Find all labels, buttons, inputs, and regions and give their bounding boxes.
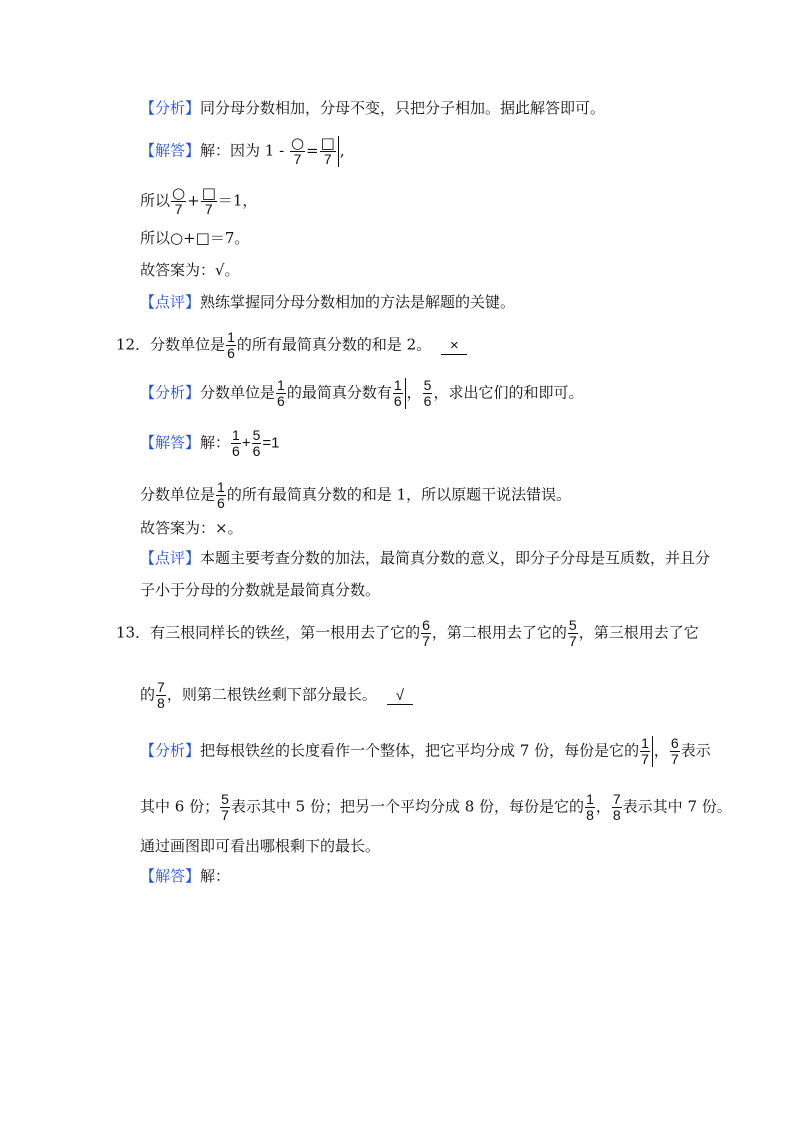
separator: ， (653, 741, 669, 760)
denominator: 6 (423, 393, 432, 409)
q13-analysis-line2 (140, 792, 732, 823)
q13-stem-line1 (116, 618, 699, 649)
denominator: 7 (221, 807, 229, 823)
q12-stem-prefix: 分数单位是 (150, 335, 226, 354)
q11-analysis-text: 同分母分数相加，分母不变，只把分子相加。据此解答即可。 (200, 99, 606, 117)
fraction-1-6 (276, 378, 286, 409)
denominator: 6 (252, 443, 261, 459)
fraction-7-8 (156, 680, 166, 711)
fraction-circle-over-7 (290, 136, 305, 167)
q11-so2-line (140, 228, 249, 248)
fraction-1-6 (226, 330, 236, 361)
q12-stem (116, 330, 467, 361)
numerator: 1 (641, 735, 649, 751)
numerator: 5 (252, 427, 261, 443)
fraction-5-7 (220, 792, 230, 823)
denominator: 8 (586, 807, 594, 823)
q13-analysis-line1 (140, 736, 711, 767)
fraction-1-6 (231, 428, 241, 459)
denominator: 6 (393, 393, 402, 409)
q12-comment-line2: 子小于分母的分数就是最简真分数。 (140, 581, 381, 599)
q13-stem-line2-prefix: 的 (140, 685, 156, 704)
q12-line2-prefix: 分数单位是 (140, 485, 216, 504)
separator: ， (406, 383, 422, 402)
square-numerator: □ (201, 184, 216, 202)
denominator: 7 (568, 633, 577, 649)
denominator-7: 7 (323, 151, 332, 167)
q12-line2 (140, 480, 571, 511)
fraction-1-7 (640, 736, 653, 767)
q13-number: 13． (116, 623, 151, 642)
q13-stem-part1: 有三根同样长的铁丝，第一根用去了它的 (150, 623, 421, 642)
fraction-square-over-7 (201, 186, 217, 217)
q13-stem-line2 (140, 680, 413, 711)
q12-answer (140, 428, 280, 459)
q12-analysis (140, 378, 583, 409)
q13-stem-line2-suffix: ，则第二根铁丝剩下部分最长。 (166, 685, 377, 704)
q13-analysis-line2-d: 表示其中 7 份。 (622, 797, 732, 816)
numerator: 6 (670, 735, 679, 751)
numerator: 7 (157, 679, 165, 695)
analysis-label: 【分析】 (140, 741, 201, 760)
q12-comment-line1: 本题主要考查分数的加法，最简真分数的意义，即分子分母是互质数，并且分 (200, 549, 711, 567)
q13-analysis-part1: 把每根铁丝的长度看作一个整体，把它平均分成 7 份，每份是它的 (200, 741, 640, 760)
denominator: 6 (227, 345, 235, 361)
comment-label: 【点评】 (140, 293, 201, 311)
square-numerator: □ (320, 134, 335, 152)
numerator: 5 (423, 377, 432, 393)
circle-numerator: ○ (172, 184, 186, 202)
q13-analysis-part1-end: 表示 (680, 741, 711, 760)
numerator: 1 (227, 329, 235, 345)
q11-so-line (140, 186, 257, 217)
plus-sign: + (241, 434, 251, 452)
comma: , (339, 141, 345, 160)
q12-analysis-prefix: 分数单位是 (200, 383, 276, 402)
q13-analysis-line3-text: 通过画图即可看出哪根剩下的最长。 (140, 837, 381, 855)
numerator: 1 (393, 377, 402, 393)
fraction-1-6 (393, 378, 406, 409)
q12-conclusion (140, 518, 243, 538)
fraction-5-7 (568, 618, 578, 649)
denominator: 7 (422, 633, 430, 649)
q11-analysis (140, 98, 605, 118)
q11-answer (140, 136, 345, 167)
fraction-5-6 (252, 428, 262, 459)
numerator: 7 (612, 791, 621, 807)
fraction-1-8 (585, 792, 595, 823)
denominator: 7 (670, 751, 679, 767)
q13-stem-part3: ，第三根用去了它 (578, 623, 699, 642)
q12-comment-1 (140, 548, 710, 568)
fraction-7-8 (612, 792, 622, 823)
numerator: 1 (232, 427, 240, 443)
q12-conclusion-text: 故答案为：×。 (140, 519, 243, 537)
q13-answer-prefix: 解： (200, 867, 231, 885)
q11-so-equals: ＝1， (217, 191, 258, 210)
numerator: 5 (568, 617, 577, 633)
numerator: 1 (217, 479, 225, 495)
answer-blank: × (441, 338, 467, 355)
fraction-6-7 (421, 618, 431, 649)
q11-conclusion-text: 故答案为：√。 (140, 261, 240, 279)
q12-comment-2 (140, 580, 380, 600)
q13-analysis-line3 (140, 836, 380, 856)
q11-answer-prefix: 解：因为 1 - (200, 141, 285, 160)
fraction-circle-over-7 (171, 186, 186, 217)
circle-numerator: ○ (290, 134, 305, 152)
q13-answer (140, 866, 230, 886)
numerator: 5 (221, 791, 229, 807)
fraction-5-6 (423, 378, 433, 409)
q11-comment (140, 292, 515, 312)
q11-comment-text: 熟练掌握同分母分数相加的方法是解题的关键。 (200, 293, 516, 311)
answer-blank: √ (387, 688, 413, 705)
q11-so-prefix: 所以 (140, 191, 171, 210)
q11-so2-text: 所以○+□＝7。 (140, 229, 250, 247)
plus-sign: + (187, 191, 200, 210)
fraction-square-over-7 (320, 136, 339, 167)
q13-analysis-line2-c: ， (595, 797, 611, 816)
answer-label: 【解答】 (140, 141, 201, 160)
q12-stem-suffix: 的所有最简真分数的和是 2。 (236, 335, 432, 354)
fraction-1-6 (216, 480, 226, 511)
numerator: 1 (277, 377, 285, 393)
numerator: 6 (422, 617, 430, 633)
q12-analysis-suffix: ，求出它们的和即可。 (433, 383, 584, 402)
denominator: 8 (612, 807, 621, 823)
q12-number: 12． (116, 335, 151, 354)
q12-answer-prefix: 解： (200, 433, 231, 452)
comment-label: 【点评】 (140, 549, 201, 567)
q12-analysis-mid: 的最简真分数有 (286, 383, 392, 402)
denominator-7: 7 (204, 201, 213, 217)
q13-analysis-line2-a: 其中 6 份； (140, 797, 220, 816)
fraction-6-7 (670, 736, 680, 767)
numerator: 1 (586, 791, 594, 807)
equals-result: =1 (262, 434, 280, 452)
denominator-7: 7 (174, 201, 183, 217)
q12-line2-suffix: 的所有最简真分数的和是 1，所以原题干说法错误。 (226, 485, 572, 504)
denominator: 8 (157, 695, 165, 711)
q11-conclusion (140, 260, 240, 280)
q13-stem-part2: ，第二根用去了它的 (431, 623, 567, 642)
equals-sign: = (306, 141, 319, 160)
denominator: 6 (277, 393, 285, 409)
analysis-label: 【分析】 (140, 99, 201, 117)
denominator-7: 7 (293, 151, 302, 167)
denominator: 7 (641, 751, 649, 767)
analysis-label: 【分析】 (140, 383, 201, 402)
answer-label: 【解答】 (140, 867, 201, 885)
answer-label: 【解答】 (140, 433, 201, 452)
q13-analysis-line2-b: 表示其中 5 份；把另一个平均分成 8 份，每份是它的 (230, 797, 585, 816)
denominator: 6 (217, 495, 225, 511)
denominator: 6 (232, 443, 240, 459)
